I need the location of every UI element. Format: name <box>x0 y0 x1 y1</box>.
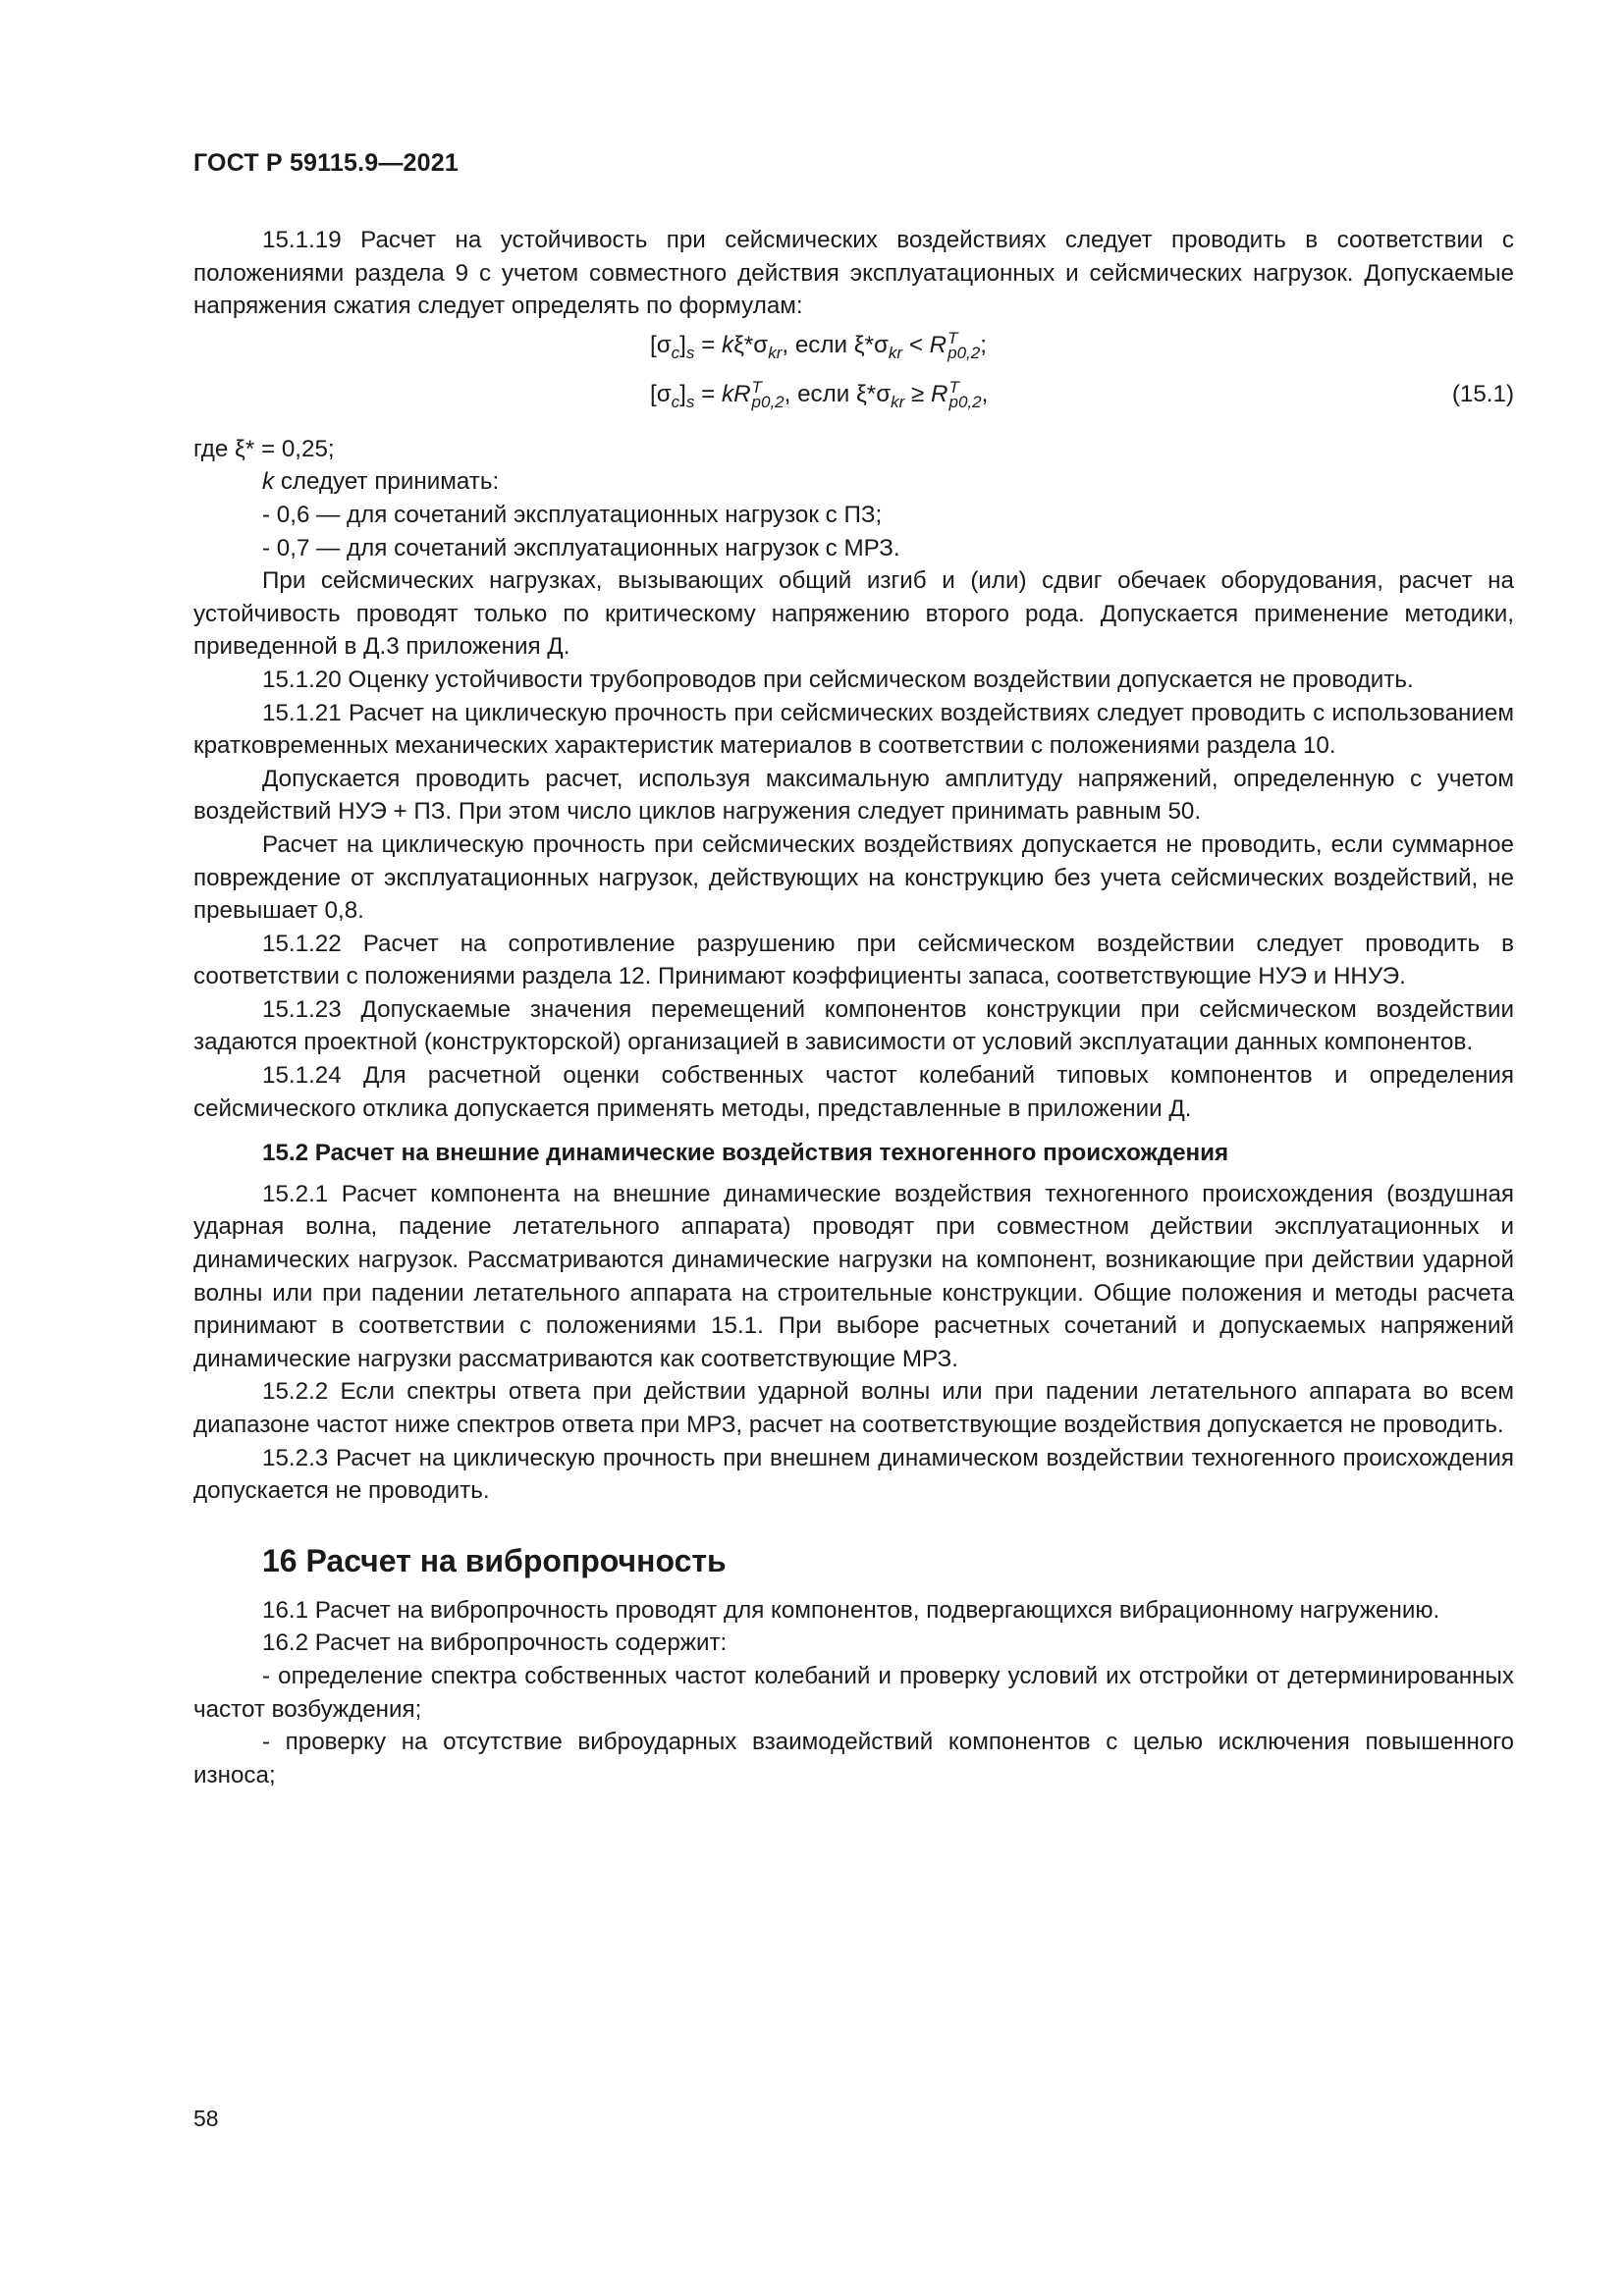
formula-supsub <box>948 377 982 411</box>
formula-subscript: p0,2 <box>751 392 785 411</box>
formula-variable: R <box>931 380 948 407</box>
k-list-item: - 0,7 — для сочетаний эксплуатационных нагрузок с МРЗ. <box>262 534 900 561</box>
formula-text: [σ <box>650 331 672 358</box>
paragraph-15-1-22: 15.1.22 Расчет на сопротивление разрушению при сейсмическом воздействии следует проводить в соответствии с положениями раздела 12. Принимают коэффициенты запаса, соответствующие НУЭ и ННУЭ. <box>193 930 1514 990</box>
k-lead <box>193 465 1514 499</box>
formula-text: = <box>694 380 722 407</box>
formula-superscript: T <box>751 377 762 397</box>
k-lead-text: следует принимать: <box>274 468 500 496</box>
formula-text: ξ*σ <box>733 331 769 358</box>
paragraph-15-2-3: 15.2.3 Расчет на циклическую прочность при внешнем динамическом воздействии техногенного происхождения допускается не проводить. <box>193 1444 1514 1505</box>
formula-subscript: p0,2 <box>948 392 982 411</box>
formula-text: , если ξ*σ <box>784 380 892 407</box>
formula-variable: kR <box>721 380 751 407</box>
formula-subscript: c <box>671 392 680 411</box>
subsection-title-15-2: 15.2 Расчет на внешние динамические воздействия техногенного происхождения <box>262 1140 1229 1167</box>
formula-line-2 <box>650 378 988 411</box>
formula-superscript: T <box>948 377 959 397</box>
formula-subscript: p0,2 <box>947 343 981 362</box>
paragraph-15-1-24: 15.1.24 Для расчетной оценки собственных частот колебаний типовых компонентов и определения сейсмического отклика допускается применять методы, представленные в приложении Д. <box>193 1062 1514 1122</box>
formula-subscript: kr <box>888 343 903 362</box>
formula-variable: R <box>929 331 947 358</box>
formula-line-1 <box>650 329 987 362</box>
formula-text: ] <box>679 380 686 407</box>
formula-text: < <box>902 331 930 358</box>
paragraph-amplitude: Допускается проводить расчет, используя максимальную амплитуду напряжений, определенную с учетом воздействий НУЭ + ПЗ. При этом число циклов нагружения следует принимать равным 50. <box>193 765 1514 826</box>
formula-subscript: kr <box>891 392 905 411</box>
paragraph-cyclic-skip: Расчет на циклическую прочность при сейсмических воздействиях допускается не проводить, если суммарное повреждение от эксплуатационных нагрузок, действующих на конструкцию без учета сейсмических воздействий, не превышает 0,8. <box>193 830 1514 925</box>
formula-supsub <box>947 328 981 362</box>
formula-text: , <box>981 380 989 407</box>
paragraph-16-2: 16.2 Расчет на вибропрочность содержит: <box>262 1629 728 1657</box>
paragraph-15-2-2: 15.2.2 Если спектры ответа при действии ударной волны или при падении летательного аппарата во всем диапазоне частот ниже спектров ответа при МРЗ, расчет на соответствующие воздействия допускается не проводить. <box>193 1378 1514 1438</box>
where-definition: где ξ* = 0,25; <box>193 435 335 462</box>
formula-text: ≥ <box>904 380 932 407</box>
section-title-16: 16 Расчет на вибропрочность <box>262 1542 727 1578</box>
formula-subscript: kr <box>768 343 783 362</box>
formula-text: = <box>694 331 722 358</box>
paragraph-15-1-23: 15.1.23 Допускаемые значения перемещений компонентов конструкции при сейсмическом воздействии задаются проектной (конструкторской) организацией в зависимости от условий эксплуатации данных компонентов. <box>193 995 1514 1056</box>
formula-15-1 <box>193 325 1514 429</box>
list-item: - определение спектра собственных частот колебаний и проверку условий их отстройки от детерминированных частот возбуждения; <box>193 1662 1514 1723</box>
k-list-item: - 0,6 — для сочетаний эксплуатационных нагрузок с ПЗ; <box>262 501 883 528</box>
formula-text: , если ξ*σ <box>782 331 889 358</box>
document-code-header: ГОСТ Р 59115.9—2021 <box>193 149 459 177</box>
document-body <box>193 224 1514 1791</box>
paragraph-seismic-loads: При сейсмических нагрузках, вызывающих общий изгиб и (или) сдвиг обечаек оборудования, расчет на устойчивость проводят только по критическому напряжению второго рода. Допускается применение методики, приведенной в Д.3 приложения Д. <box>193 567 1514 661</box>
list-item: - проверку на отсутствие виброударных взаимодействий компонентов с целью исключения повышенного износа; <box>193 1729 1514 1789</box>
formula-subscript: c <box>671 343 680 362</box>
paragraph-15-1-21: 15.1.21 Расчет на циклическую прочность при сейсмических воздействиях следует проводить с использованием кратковременных механических характеристик материалов в соответствии с положениями раздела 10. <box>193 699 1514 760</box>
formula-text: ] <box>679 331 686 358</box>
formula-subscript: s <box>685 343 695 362</box>
formula-supsub <box>751 377 785 411</box>
formula-text: ; <box>980 331 987 358</box>
formula-superscript: T <box>947 328 958 347</box>
formula-number: (15.1) <box>1451 380 1514 407</box>
paragraph-16-1: 16.1 Расчет на вибропрочность проводят для компонентов, подвергающихся вибрационному нагружению. <box>262 1596 1440 1624</box>
k-variable: k <box>262 468 275 496</box>
formula-subscript: s <box>685 392 695 411</box>
paragraph-15-1-19: 15.1.19 Расчет на устойчивость при сейсмических воздействиях следует проводить в соответствии с положениями раздела 9 с учетом совместного действия эксплуатационных и сейсмических нагрузок. Допускаемые напряжения сжатия следует определять по формулам: <box>193 227 1514 320</box>
paragraph-15-1-20: 15.1.20 Оценку устойчивости трубопроводов при сейсмическом воздействии допускается не проводить. <box>262 666 1414 693</box>
paragraph-15-2-1: 15.2.1 Расчет компонента на внешние динамические воздействия техногенного происхождения (воздушная ударная волна, падение летательного аппарата) проводят при совместном действии эксплуатационных и динамических нагрузок. Рассматриваются динамические нагрузки на компонент, возникающие при действии ударной волны или при падении летательного аппарата на строительные конструкции. Общие положения и методы расчета принимают в соответствии с положениями 15.1. При выборе расчетных сочетаний и допускаемых напряжений динамические нагрузки рассматриваются как соответствующие МРЗ. <box>193 1180 1514 1372</box>
formula-variable: k <box>721 331 734 358</box>
formula-text: [σ <box>650 380 672 407</box>
page-number: 58 <box>193 2106 219 2131</box>
